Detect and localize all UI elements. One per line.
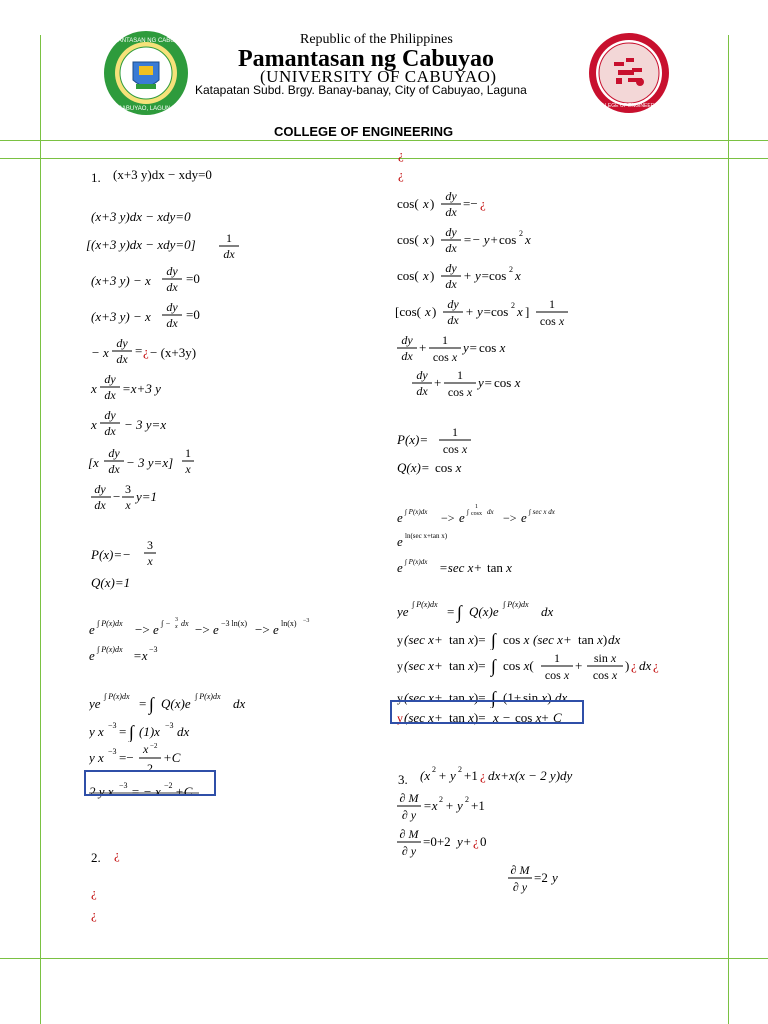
svg-text:∫ P(x)dx: ∫ P(x)dx [503,600,529,609]
right-integrating-factor-result [397,552,557,578]
svg-text:∫ P(x)dx: ∫ P(x)dx [97,619,123,628]
svg-text:x: x [425,304,431,319]
svg-text:ye: ye [397,604,409,619]
svg-text:2: 2 [439,795,443,804]
svg-text:x: x [423,232,429,247]
university-english-name: (UNIVERSITY OF CABUYAO) [260,67,497,86]
svg-text:∫ sec x dx: ∫ sec x dx [529,508,555,516]
svg-text:dy: dy [108,446,120,460]
svg-text:dy: dy [116,336,128,350]
svg-text:dx: dx [108,462,120,476]
answer-box-1 [84,770,216,796]
q-of-x: Q(x)=1 [91,575,131,590]
svg-text:∂ y: ∂ y [401,808,417,822]
college-title: COLLEGE OF ENGINEERING [274,124,454,139]
svg-text:dx: dx [445,205,457,219]
general-solution-formula-left [89,688,289,716]
svg-text:=: = [139,696,147,711]
svg-text:dx: dx [487,508,494,516]
right-p-of-x [397,424,497,458]
svg-text:x: x [517,304,523,319]
svg-text:−>: −> [195,622,210,637]
svg-text:cos(: cos( [397,268,419,283]
svg-text:y: y [552,870,558,885]
svg-text:dy: dy [447,297,459,311]
svg-text:dx: dx [541,604,554,619]
svg-text:−3: −3 [108,721,117,730]
integrating-factor-chain [89,612,329,642]
svg-text:−3: −3 [149,645,158,654]
svg-text:=0: =0 [186,307,200,322]
svg-text:+1: +1 [471,798,485,813]
svg-text:x: x [423,196,429,211]
svg-text:cos(: cos( [397,232,419,247]
svg-text:dy: dy [445,225,457,239]
svg-text:y+: y+ [457,834,472,849]
right-integral-step-1 [397,624,657,650]
integrating-factor-result [89,640,189,666]
svg-text:e: e [397,560,403,575]
svg-text:∫: ∫ [149,694,154,714]
svg-text:): ) [625,658,630,673]
right-step-5 [397,332,527,366]
svg-text:y: y [397,711,403,725]
svg-text:dx: dx [166,316,178,330]
margin-guide-top-2 [0,158,768,159]
svg-text:y: y [397,691,403,705]
svg-text:): ) [430,232,435,247]
step-9-equation [89,481,179,515]
problem-1-statement: (x+3 y)dx − xdy=0 [113,167,212,182]
svg-text:tan x)=: tan x)= [449,632,486,647]
svg-text:+ y=: + y= [465,304,492,319]
right-invalid-char-2: ¿ [398,167,404,182]
svg-text:x −: x − [493,710,511,725]
svg-text:cos x: cos x [435,460,462,475]
svg-text:∫ P(x)dx: ∫ P(x)dx [405,508,428,516]
svg-text:2: 2 [147,761,153,775]
svg-text:(sec x+: (sec x+ [404,690,443,705]
step-8-rhs: − 3 y=x] [126,455,174,470]
svg-text:−>: −> [255,622,270,637]
step-4-derivative [160,299,206,331]
svg-text:cosx: cosx [471,511,482,517]
step-6-rhs: =x+3 y [122,381,161,396]
svg-text:dy: dy [104,372,116,386]
step-5-suffix: − (x+3y) [150,345,197,360]
svg-text:3: 3 [175,617,178,623]
step-6-derivative [98,371,124,403]
svg-text:2: 2 [432,765,436,774]
svg-text:1: 1 [475,504,478,510]
svg-text:dx: dx [447,313,459,327]
svg-text:∫: ∫ [129,722,134,742]
university-address: Katapatan Subd. Brgy. Banay-banay, City of Cabuyao, Laguna [195,83,527,97]
svg-text:+: + [434,375,442,390]
partial-m-step-2 [397,826,517,860]
svg-text:sin x: sin x [593,651,617,665]
problem-2-invalid-char-2: ¿ [91,885,97,900]
svg-text:dy: dy [166,300,178,314]
college-engineering-seal-logo [588,32,670,114]
svg-text:): ) [430,196,435,211]
svg-text:2: 2 [509,265,513,274]
svg-text:e: e [521,510,527,525]
svg-text:cos x: cos x [442,442,468,456]
svg-text:1: 1 [554,651,560,665]
svg-text:cos x: cos x [447,385,473,399]
svg-text:cos x(: cos x( [503,658,534,673]
p-of-x-fraction [142,537,158,569]
step-5-prefix: − x [91,345,109,360]
svg-text:=− y+: =− y+ [463,232,499,247]
svg-text:cos: cos [489,268,507,283]
right-step-4 [395,296,575,330]
svg-text:= − x: = − x [131,784,161,799]
margin-guide-top [0,140,768,141]
svg-text:+: + [575,658,583,673]
step-7-derivative [98,407,124,439]
svg-text:dy: dy [166,264,178,278]
svg-text:(sec x+: (sec x+ [533,632,572,647]
svg-text:y x: y x [89,724,104,739]
svg-text:−2: −2 [150,742,158,750]
svg-text:cos x: cos x [544,668,570,682]
svg-text:tan x)=: tan x)= [449,710,486,725]
svg-text:x: x [143,742,149,756]
svg-text:e: e [89,622,95,637]
svg-text:cos x: cos x [539,314,565,328]
svg-text:∫: ∫ [467,508,469,516]
svg-text:2: 2 [458,765,462,774]
svg-text:tan x)=: tan x)= [449,658,486,673]
margin-guide-right [728,35,729,1024]
step-5-invalid-char: ¿ [143,344,149,359]
svg-text:cos x: cos x [592,668,618,682]
svg-text:cos x: cos x [479,340,506,355]
step-4: (x+3 y) − x [91,309,151,324]
republic-text: Republic of the Philippines [300,32,453,47]
partial-m-result [508,862,588,896]
svg-text:dy: dy [104,408,116,422]
svg-text:PAMANTASAN NG CABUYAO: PAMANTASAN NG CABUYAO [105,38,187,44]
svg-text:∂ M: ∂ M [510,863,530,877]
svg-text:dx: dx [104,424,116,438]
svg-text:∂ M: ∂ M [399,791,419,805]
svg-text:x: x [515,268,521,283]
svg-text:e: e [459,510,465,525]
svg-text:dy: dy [94,482,106,496]
svg-text:1: 1 [226,231,232,245]
right-step-6 [412,367,542,401]
svg-text:1: 1 [549,297,555,311]
p-of-x: P(x)=− [91,547,131,562]
right-step-1 [397,188,507,220]
svg-text:y: y [397,659,403,673]
svg-text:+ y: + y [445,798,463,813]
svg-text:¿: ¿ [480,196,486,211]
svg-text:−>: −> [135,622,150,637]
svg-text:Q(x)e: Q(x)e [161,696,191,711]
step-2: [(x+3 y)dx − xdy=0] [86,237,196,252]
svg-text:=x: =x [423,798,438,813]
svg-text:¿: ¿ [473,834,479,849]
svg-text:∫: ∫ [457,602,462,622]
problem-2-invalid-char-3: ¿ [91,907,97,922]
right-integrating-factor-chain [397,500,597,528]
svg-text:1: 1 [452,425,458,439]
svg-text:dx: dx [445,277,457,291]
svg-text:dx: dx [94,498,106,512]
svg-text:(x: (x [420,768,431,783]
svg-text:−3 ln(x): −3 ln(x) [221,619,248,628]
svg-text:2: 2 [511,301,515,310]
svg-text:ye: ye [89,696,101,711]
svg-text:tan x)=: tan x)= [449,690,486,705]
svg-text:∫: ∫ [491,630,496,650]
svg-text:dx: dx [416,384,428,398]
svg-text:y x: y x [89,750,104,765]
step-8-open: [x [88,455,99,470]
svg-text:−3: −3 [303,618,310,624]
svg-text:dx: dx [639,658,652,673]
svg-text:+: + [419,340,427,355]
svg-text:]: ] [525,304,530,319]
problem-3-label: 3. [398,772,408,787]
svg-text:∫ P(x)dx: ∫ P(x)dx [405,558,428,566]
svg-text:cos x: cos x [494,375,521,390]
partial-m-step-1 [397,790,507,824]
svg-text:=2: =2 [534,870,548,885]
svg-text:e: e [273,622,279,637]
svg-text:=0+2: =0+2 [423,834,451,849]
svg-text:dx+x(x − 2 y)dy: dx+x(x − 2 y)dy [488,768,573,783]
svg-text:ln(x): ln(x) [281,619,297,628]
svg-text:=: = [447,604,455,619]
svg-text:¿: ¿ [631,658,637,673]
svg-text:x: x [423,268,429,283]
svg-text:¿: ¿ [653,658,659,673]
svg-text:−2: −2 [164,781,173,790]
svg-text:∂ y: ∂ y [512,880,528,894]
problem-2-invalid-char: ¿ [114,847,120,862]
svg-text:+1: +1 [464,768,478,783]
step-8-fraction [180,445,196,477]
problem-1-label: 1. [91,170,101,185]
svg-text:=−: =− [463,196,478,211]
svg-text:=sec x+: =sec x+ [439,560,483,575]
svg-text:dx: dx [116,352,128,366]
svg-text:dx: dx [223,247,235,261]
svg-text:2: 2 [519,229,523,238]
svg-text:∫ P(x)dx: ∫ P(x)dx [195,692,221,701]
problem-3-statement [420,762,620,786]
right-integral-step-2 [397,650,687,684]
svg-text:−3: −3 [119,781,128,790]
step-3-derivative [160,263,206,295]
svg-text:1: 1 [185,446,191,460]
right-q-of-x [397,456,497,480]
svg-text:+C: +C [163,750,181,765]
svg-text:e: e [397,510,403,525]
svg-text:cos x+: cos x+ [515,710,549,725]
svg-text:(sec x+: (sec x+ [404,710,443,725]
svg-text:): ) [432,304,437,319]
svg-text:C: C [553,710,562,725]
svg-text:y=: y= [478,375,493,390]
svg-text:+ y: + y [438,768,456,783]
svg-text:dy: dy [416,368,428,382]
step-8-derivative [102,445,128,477]
svg-text:=x: =x [133,648,148,663]
right-step-3 [397,260,537,292]
svg-text:∂ y: ∂ y [401,844,417,858]
svg-text:∫ −: ∫ − [161,619,171,628]
svg-text:x: x [185,462,191,476]
step-7-x: x [91,417,97,432]
svg-text:dx: dx [104,388,116,402]
margin-guide-left [40,35,41,1024]
svg-text:dy: dy [445,189,457,203]
svg-text:y=: y= [463,340,478,355]
svg-text:−: − [113,489,121,504]
svg-text:0: 0 [480,834,487,849]
svg-text:dx: dx [181,619,189,628]
svg-text:e: e [397,534,403,549]
svg-text:3: 3 [125,482,131,496]
svg-text:2 y x: 2 y x [89,784,114,799]
svg-text:∫: ∫ [491,656,496,676]
svg-text:x: x [525,232,531,247]
right-step-2 [397,224,547,256]
svg-text:−>: −> [441,511,455,525]
svg-text:dx: dx [166,280,178,294]
svg-text:dx: dx [555,690,568,705]
right-ln-sec-tan [397,528,537,550]
svg-text:=−: =− [119,750,134,765]
svg-text:dx: dx [401,349,413,363]
svg-text:∫ P(x)dx: ∫ P(x)dx [412,600,438,609]
svg-text:+C: +C [175,784,193,799]
svg-text:¿: ¿ [480,768,486,783]
svg-text:e: e [153,622,159,637]
svg-text:CABUYAO, LAGUNA: CABUYAO, LAGUNA [117,106,175,112]
svg-text:(1)x: (1)x [139,724,160,739]
step-1: (x+3 y)dx − xdy=0 [91,209,191,224]
svg-text:(sec x+: (sec x+ [404,632,443,647]
svg-text:1: 1 [442,333,448,347]
svg-text:2: 2 [465,795,469,804]
svg-text:tan x): tan x) [578,632,608,647]
svg-text:COLLEGE OF ENGINEERING: COLLEGE OF ENGINEERING [594,103,664,109]
svg-text:x: x [125,498,131,512]
svg-text:x: x [147,554,153,568]
svg-text:∫: ∫ [491,688,496,708]
step-3: (x+3 y) − x [91,273,151,288]
svg-text:x: x [175,624,178,630]
svg-text:y: y [397,633,403,647]
svg-text:[cos(: [cos( [395,304,421,319]
svg-text:cos x: cos x [503,632,530,647]
svg-text:dx: dx [608,632,621,647]
svg-text:dx: dx [233,696,246,711]
svg-text:(1+: (1+ [503,690,522,705]
svg-text:sin x): sin x) [523,690,552,705]
university-name: Pamantasan ng Cabuyao [238,46,495,72]
svg-text:P(x)=: P(x)= [397,432,429,447]
svg-text:cos x: cos x [432,350,458,364]
right-general-solution-formula [397,596,597,624]
svg-text:Q(x)=: Q(x)= [397,460,430,475]
svg-text:1: 1 [457,368,463,382]
svg-text:e: e [89,648,95,663]
svg-text:Q(x)e: Q(x)e [469,604,499,619]
svg-text:dy: dy [401,333,413,347]
svg-text:=: = [119,724,127,739]
svg-text:=0: =0 [186,271,200,286]
step-6-x: x [91,381,97,396]
svg-text:∫ P(x)dx: ∫ P(x)dx [97,645,123,654]
university-seal-logo [103,30,189,116]
svg-text:cos: cos [491,304,509,319]
svg-text:+ y=: + y= [463,268,490,283]
svg-text:y=1: y=1 [136,489,158,504]
step-2-fraction [217,231,241,261]
svg-text:−3: −3 [165,721,174,730]
right-invalid-char-1: ¿ [398,147,404,162]
svg-text:): ) [430,268,435,283]
svg-text:cos: cos [499,232,517,247]
margin-guide-bottom [0,958,768,959]
answer-box-right [390,700,584,724]
svg-text:−>: −> [503,511,517,525]
svg-text:−3: −3 [108,747,117,756]
svg-text:dx: dx [445,241,457,255]
svg-text:cos(: cos( [397,196,419,211]
step-7-rhs: − 3 y=x [124,417,167,432]
svg-text:3: 3 [147,538,153,552]
svg-text:=: = [135,343,143,358]
svg-text:ln(sec x+tan x): ln(sec x+tan x) [405,532,448,540]
svg-text:e: e [213,622,219,637]
svg-text:∫ P(x)dx: ∫ P(x)dx [104,692,130,701]
problem-2-label: 2. [91,850,101,865]
svg-text:tan x: tan x [487,560,512,575]
svg-text:dx: dx [177,724,190,739]
svg-text:∂ M: ∂ M [399,827,419,841]
svg-text:dy: dy [445,261,457,275]
integral-step-left [89,716,229,742]
svg-text:(sec x+: (sec x+ [404,658,443,673]
